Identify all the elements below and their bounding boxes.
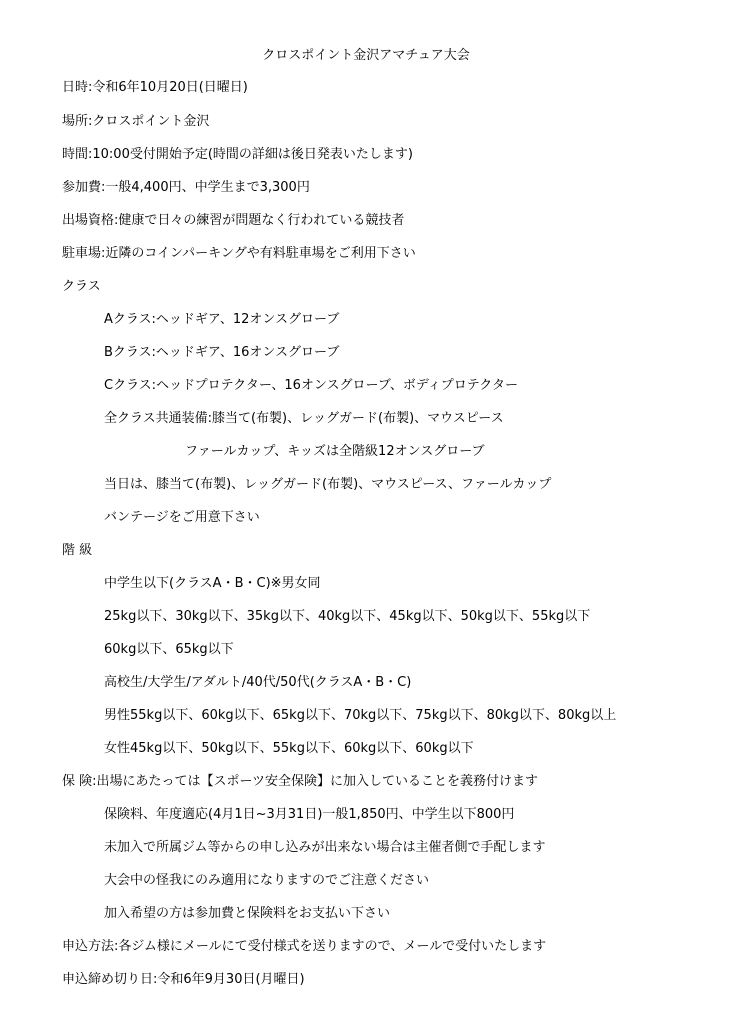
male-weights: 男性55kg以下、60kg以下、65kg以下、70kg以下、75kg以下、80kg以下、80kg以上 bbox=[104, 708, 617, 723]
application-deadline: 申込締め切り日:令和6年9月30日(月曜日) bbox=[62, 972, 305, 987]
insurance-fee: 保険料、年度適応(4月1日~3月31日)一般1,850円、中学生以下800円 bbox=[104, 807, 515, 822]
junior-weights-2: 60kg以下、65kg以下 bbox=[104, 642, 234, 657]
insurance-scope: 大会中の怪我にのみ適用になりますのでご注意ください bbox=[104, 873, 430, 888]
female-weights: 女性45kg以下、50kg以下、55kg以下、60kg以下、60kg以下 bbox=[104, 741, 474, 756]
insurance-payment: 加入希望の方は参加費と保険料をお支払い下さい bbox=[104, 906, 391, 921]
eligibility: 出場資格:健康で日々の練習が問題なく行われている競技者 bbox=[62, 213, 405, 228]
application-method: 申込方法:各ジム様にメールにて受付様式を送りますので、メールで受付いたします bbox=[62, 939, 547, 954]
junior-division: 中学生以下(クラスA・B・C)※男女同 bbox=[104, 576, 321, 591]
entry-fee: 参加費:一般4,400円、中学生まで3,300円 bbox=[62, 180, 310, 195]
adult-division: 高校生/大学生/アダルト/40代/50代(クラスA・B・C) bbox=[104, 675, 412, 690]
document-title: クロスポイント金沢アマチュア大会 bbox=[262, 48, 470, 63]
junior-weights-1: 25kg以下、30kg以下、35kg以下、40kg以下、45kg以下、50kg以下、55kg以下 bbox=[104, 609, 591, 624]
insurance-arrangement: 未加入で所属ジム等からの申し込みが出来ない場合は主催者側で手配します bbox=[104, 840, 546, 855]
event-date: 日時:令和6年10月20日(日曜日) bbox=[62, 80, 248, 95]
class-a: Aクラス:ヘッドギア、12オンスグローブ bbox=[104, 312, 340, 327]
insurance: 保 険:出場にあたっては【スポーツ安全保険】に加入していることを義務付けます bbox=[62, 774, 538, 789]
class-heading: クラス bbox=[62, 279, 101, 294]
event-venue: 場所:クロスポイント金沢 bbox=[62, 114, 210, 129]
common-equipment-cont: ファールカップ、キッズは全階級12オンスグローブ bbox=[185, 444, 485, 459]
class-c: Cクラス:ヘッドプロテクター、16オンスグローブ、ボディプロテクター bbox=[104, 378, 519, 393]
class-b: Bクラス:ヘッドギア、16オンスグローブ bbox=[104, 345, 340, 360]
common-equipment: 全クラス共通装備:膝当て(布製)、レッグガード(布製)、マウスピース bbox=[104, 411, 504, 426]
day-of-equipment: 当日は、膝当て(布製)、レッグガード(布製)、マウスピース、ファールカップ bbox=[104, 477, 552, 492]
division-heading: 階 級 bbox=[62, 543, 93, 558]
bandage-note: バンテージをご用意下さい bbox=[104, 510, 260, 525]
event-time: 時間:10:00受付開始予定(時間の詳細は後日発表いたします) bbox=[62, 147, 413, 162]
parking: 駐車場:近隣のコインパーキングや有料駐車場をご利用下さい bbox=[62, 246, 416, 261]
